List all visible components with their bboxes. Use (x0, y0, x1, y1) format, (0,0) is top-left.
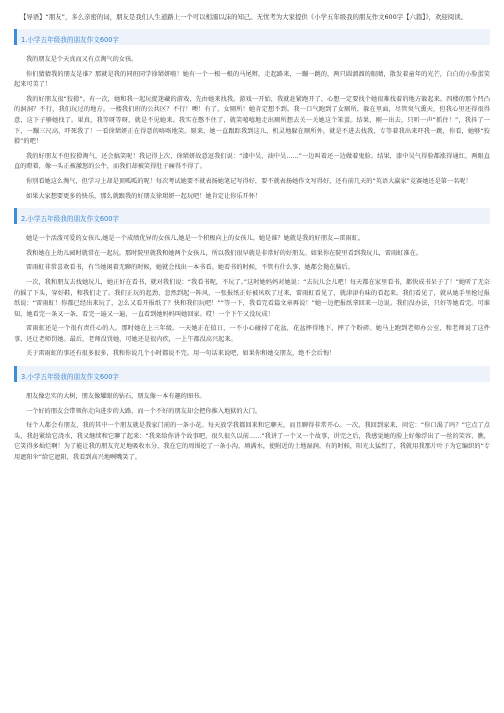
section-header (14, 208, 490, 224)
paragraph: 我的好朋友很“狡猾”。有一次，她和我一起玩捉迷藏的游戏，先由她来找我。游戏一开始，我就赶紧跑开了，心想一定要找个她很难找着的地方躲起来。四楼的那个凹凸的洞洞？不行，我们玩过的地方。一楼我们班的公共区？不行！噢！有了，女厕所！她肯定想不到。我一口气跑到了女厕所，躲在里面，尽管臭气熏天，但我心里还得很得意，这下子够她找了。果真，我等呀等呀，就是不见她来。我实在憋不住了，就笑嘻嘻地走出厕所想去关一关她这个笨蛋。结果，刚一出去，只听一声“抓住！”，我抖了一下，一蹦三尺高，吓死我了！一看徐珺妍正在得意的咯咯地笑。原来，她一直跟踪我到这儿，机灵地躲在厕所外，就是不进去找我，专等着我出来吓我一跳，你看，她够“狡猾”的吧！ (14, 95, 490, 146)
intro-text: 【导语】“朋友”，多么亲密的词，朋友是我们人生道路上一个可以相濡以沫的知己。无忧考为大家提供《小学五年级我的朋友作文600字【六篇】》，欢迎阅读。 (20, 13, 467, 21)
paragraph: 雷雨虹还是一个很有责任心的人。那时她在上三年级。一天她正在值日，一不小心碰掉了花盆，花盆摔得地下，摔了个粉碎。她马上跑到老师办公室，和老师说了这件事，还让老师罚她。最后，老师没罚她，可她还是很内疚，一上午都没高兴起来。 (14, 325, 490, 343)
paragraph: 朋友像忠实的大树，朋友像耀眼的钻石，朋友像一本有趣的图书。 (26, 393, 206, 401)
paragraph: 我的好朋友不但狡猾淘气，还会搞笑呢！我记得上次，徐珺妍故意逗我们说：“漆中吴，油中吴……”一边叫着还一边做着鬼脸。结果，漆中吴气得脸都涨得通红，两眼直直的瞪着，像一头正被激怒的公牛，而我们却被笑得肚子痛得不得了。 (14, 152, 490, 171)
paragraph: 你们猜猜我的朋友是谁？那就是我的同班同学徐珺妍啦！她有一个一根一根的马尾辫，走起路来，一蹦一跳的，两只圆溜溜的眼睛，散发着童年的光芒，白白的小脸蛋笑起来可美了！ (14, 70, 490, 89)
paragraph: 关于雷雨虹的事还有很多很多，我和你说几个小时都说不完。用一句话来说吧，如果你和她交朋友，绝不会后悔！ (26, 350, 336, 358)
paragraph: 一次，我和朋友去找她玩儿，她正好在看书，就对我们说：“我看书呢，不玩了。”这时她妈妈对她说：“去玩儿会儿吧！每天都在家里看书，都快成书呆子了！”她听了无奈的摇了下头，穿好鞋，和我们走了。我们正玩的起劲，忽然到起一阵风，一张报纸正好被风吹了过来，雷雨虹看见了，就津津有味的看起来。我们看见了，就从她手里抢过报纸说：“雷雨虹！你都已经出来玩了，怎么又看开报纸了？快和我们玩吧！”“等一下，我看完看篇文章再说！”她一边把报纸拿回来一边说。我们没办法，只好等她看完。可谁知，她看完一条又一条，看完一遍又一遍，一直看到她妈妈叫她回家。哎！一个下午又没玩成！ (14, 278, 490, 318)
section-1 (14, 29, 490, 202)
paragraph: 她是一个活泼可爱的女孩儿,她是一个成绩优异的女孩儿,她是一个积极向上的女孩儿。她是谁？她就是我的好朋友—雷雨虹。 (26, 235, 365, 243)
paragraph: 如果大家想要更多的快乐，那么就跟我的好朋友徐珺妍一起玩吧！她肯定让你乐开怀！ (26, 192, 262, 200)
section-title: 3.小学五年级我的朋友作文600字 (21, 373, 120, 382)
paragraph: 一个好的朋友会带领你走向进步的大路，而一个不好的朋友却会把你推入地狱的大门。 (26, 407, 262, 415)
section-title: 2.小学五年级我的朋友作文600字 (21, 215, 120, 224)
section-3 (14, 366, 490, 464)
section-header (14, 366, 490, 382)
section-header (14, 29, 490, 45)
paragraph: 我和她在上幼儿园时就常在一起玩。那时院里就我和她两个女孩儿，所以我们很早就是非常好的好朋友。如果你在院里看到我玩儿，雷雨虹准在。 (26, 249, 422, 257)
paragraph: 雷雨虹非常喜欢看书，有当她闲着无聊的时候，她就会找出一本书看。她看书的时候，不管有什么事，她都会抛在脑后。 (26, 264, 354, 272)
section-2 (14, 208, 490, 360)
paragraph: 我的朋友是个天真而又有点淘气的女孩。 (26, 56, 138, 63)
section-title: 1.小学五年级我的朋友作文600字 (21, 36, 120, 44)
paragraph: 每个人都会有朋友，我的其中一个朋友就是我家门前的一条小花。每天放学我都回来和它聊天，而且聊得非常开心。一次，我回到家来，问它：“你口渴了吗？”它点了点头，我赶紧给它浇水，我又继续和它聊了起来：“我来给你讲个故事吧，很久很久以前……”我讲了一个又一个故事，讲完之后，我感觉她的脸上好像浮出了一丝的笑容，瞧，它笑得多灿烂啊！为了能让我的朋友充足地吸收水分，我在它的周围挖了一条小沟，填满水，使附近的土地湿润。有的时候，阳光太猛烈了，我就用我那片叶子为它编织的“专用遮阳伞”给它遮阳，我看到高兴地咧嘴笑了。 (14, 422, 490, 462)
paragraph: 你别看她这么淘气，但学习上却是顶呱呱的呢！每次考试她要不就表扬她笔记写得好，要不就表扬她作文写得好，还有前几天的“英语大赢家”竞赛她还是第一名呢！ (26, 177, 472, 185)
